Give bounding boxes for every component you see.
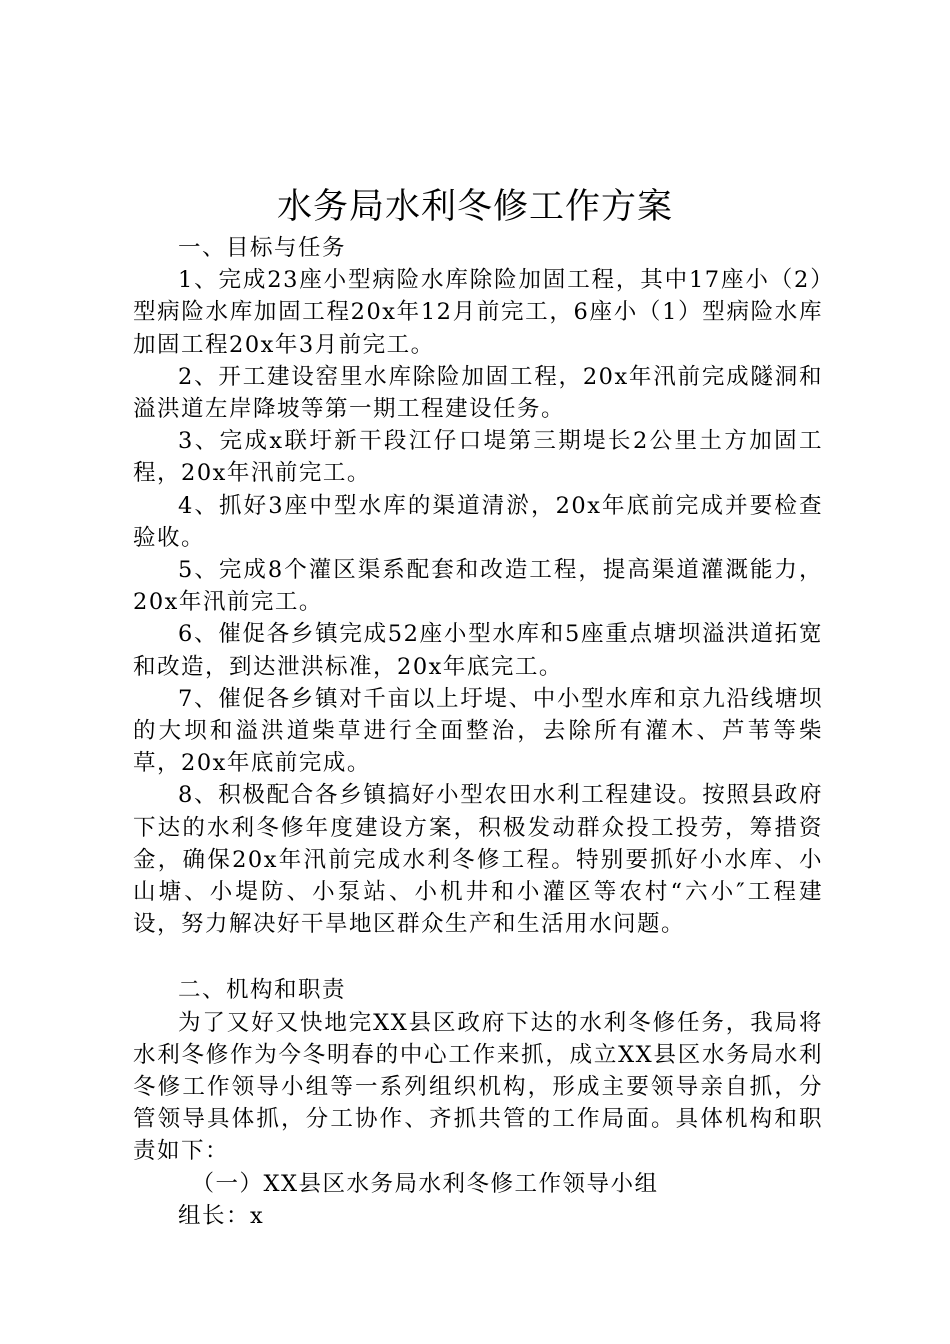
paragraph: 7、催促各乡镇对千亩以上圩堤、中小型水库和京九沿线塘坝的大坝和溢洪道柴草进行全面整治，去除所有灌木、芦苇等柴草，20x年底前完成。 (133, 685, 823, 777)
paragraph: 6、催促各乡镇完成52座小型水库和5座重点塘坝溢洪道拓宽和改造，到达泄洪标准，20x年底完工。 (133, 621, 823, 680)
paragraph: 组长：x (178, 1202, 265, 1229)
paragraph: 4、抓好3座中型水库的渠道清淤，20x年底前完成并要检查验收。 (133, 492, 823, 551)
section-gap (133, 940, 823, 974)
section-heading: 一、目标与任务 (178, 235, 347, 261)
paragraph: 2、开工建设窑里水库除险加固工程，20x年汛前完成隧洞和溢洪道左岸降坡等第一期工程建设任务。 (133, 363, 823, 423)
paragraph: 5、完成8个灌区渠系配套和改造工程，提高渠道灌溉能力，20x年汛前完工。 (133, 557, 823, 616)
paragraph: 为了又好又快地完XX县区政府下达的水利冬修任务，我局将水利冬修作为今冬明春的中心工作来抓，成立XX县区水务局水利冬修工作领导小组等一系列组织机构，形成主要领导亲自抓，分管领导具体抓，分工协作、齐抓共管的工作局面。具体机构和职责如下： (133, 1009, 823, 1165)
paragraph: 1、完成23座小型病险水库除险加固工程，其中17座小（2）型病险水库加固工程20x年12月前完工，6座小（1）型病险水库加固工程20x年3月前完工。 (133, 267, 823, 358)
document-body (133, 232, 823, 1232)
document-title: 水务局水利冬修工作方案 (276, 187, 673, 227)
paragraph: 8、积极配合各乡镇搞好小型农田水利工程建设。按照县政府下达的水利冬修年度建设方案，积极发动群众投工投劳，筹措资金，确保20x年汛前完成水利冬修工程。特别要抓好小水库、小山塘、小堤防、小泵站、小机井和小灌区等农村“六小″工程建设，努力解决好干旱地区群众生产和生活用水问题。 (133, 782, 823, 938)
subsection-heading: （一）XX县区水务局水利冬修工作领导小组 (191, 1170, 659, 1197)
paragraph: 3、完成x联圩新干段江仔口堤第三期堤长2公里土方加固工程，20x年汛前完工。 (133, 428, 823, 487)
section-heading: 二、机构和职责 (178, 977, 347, 1004)
